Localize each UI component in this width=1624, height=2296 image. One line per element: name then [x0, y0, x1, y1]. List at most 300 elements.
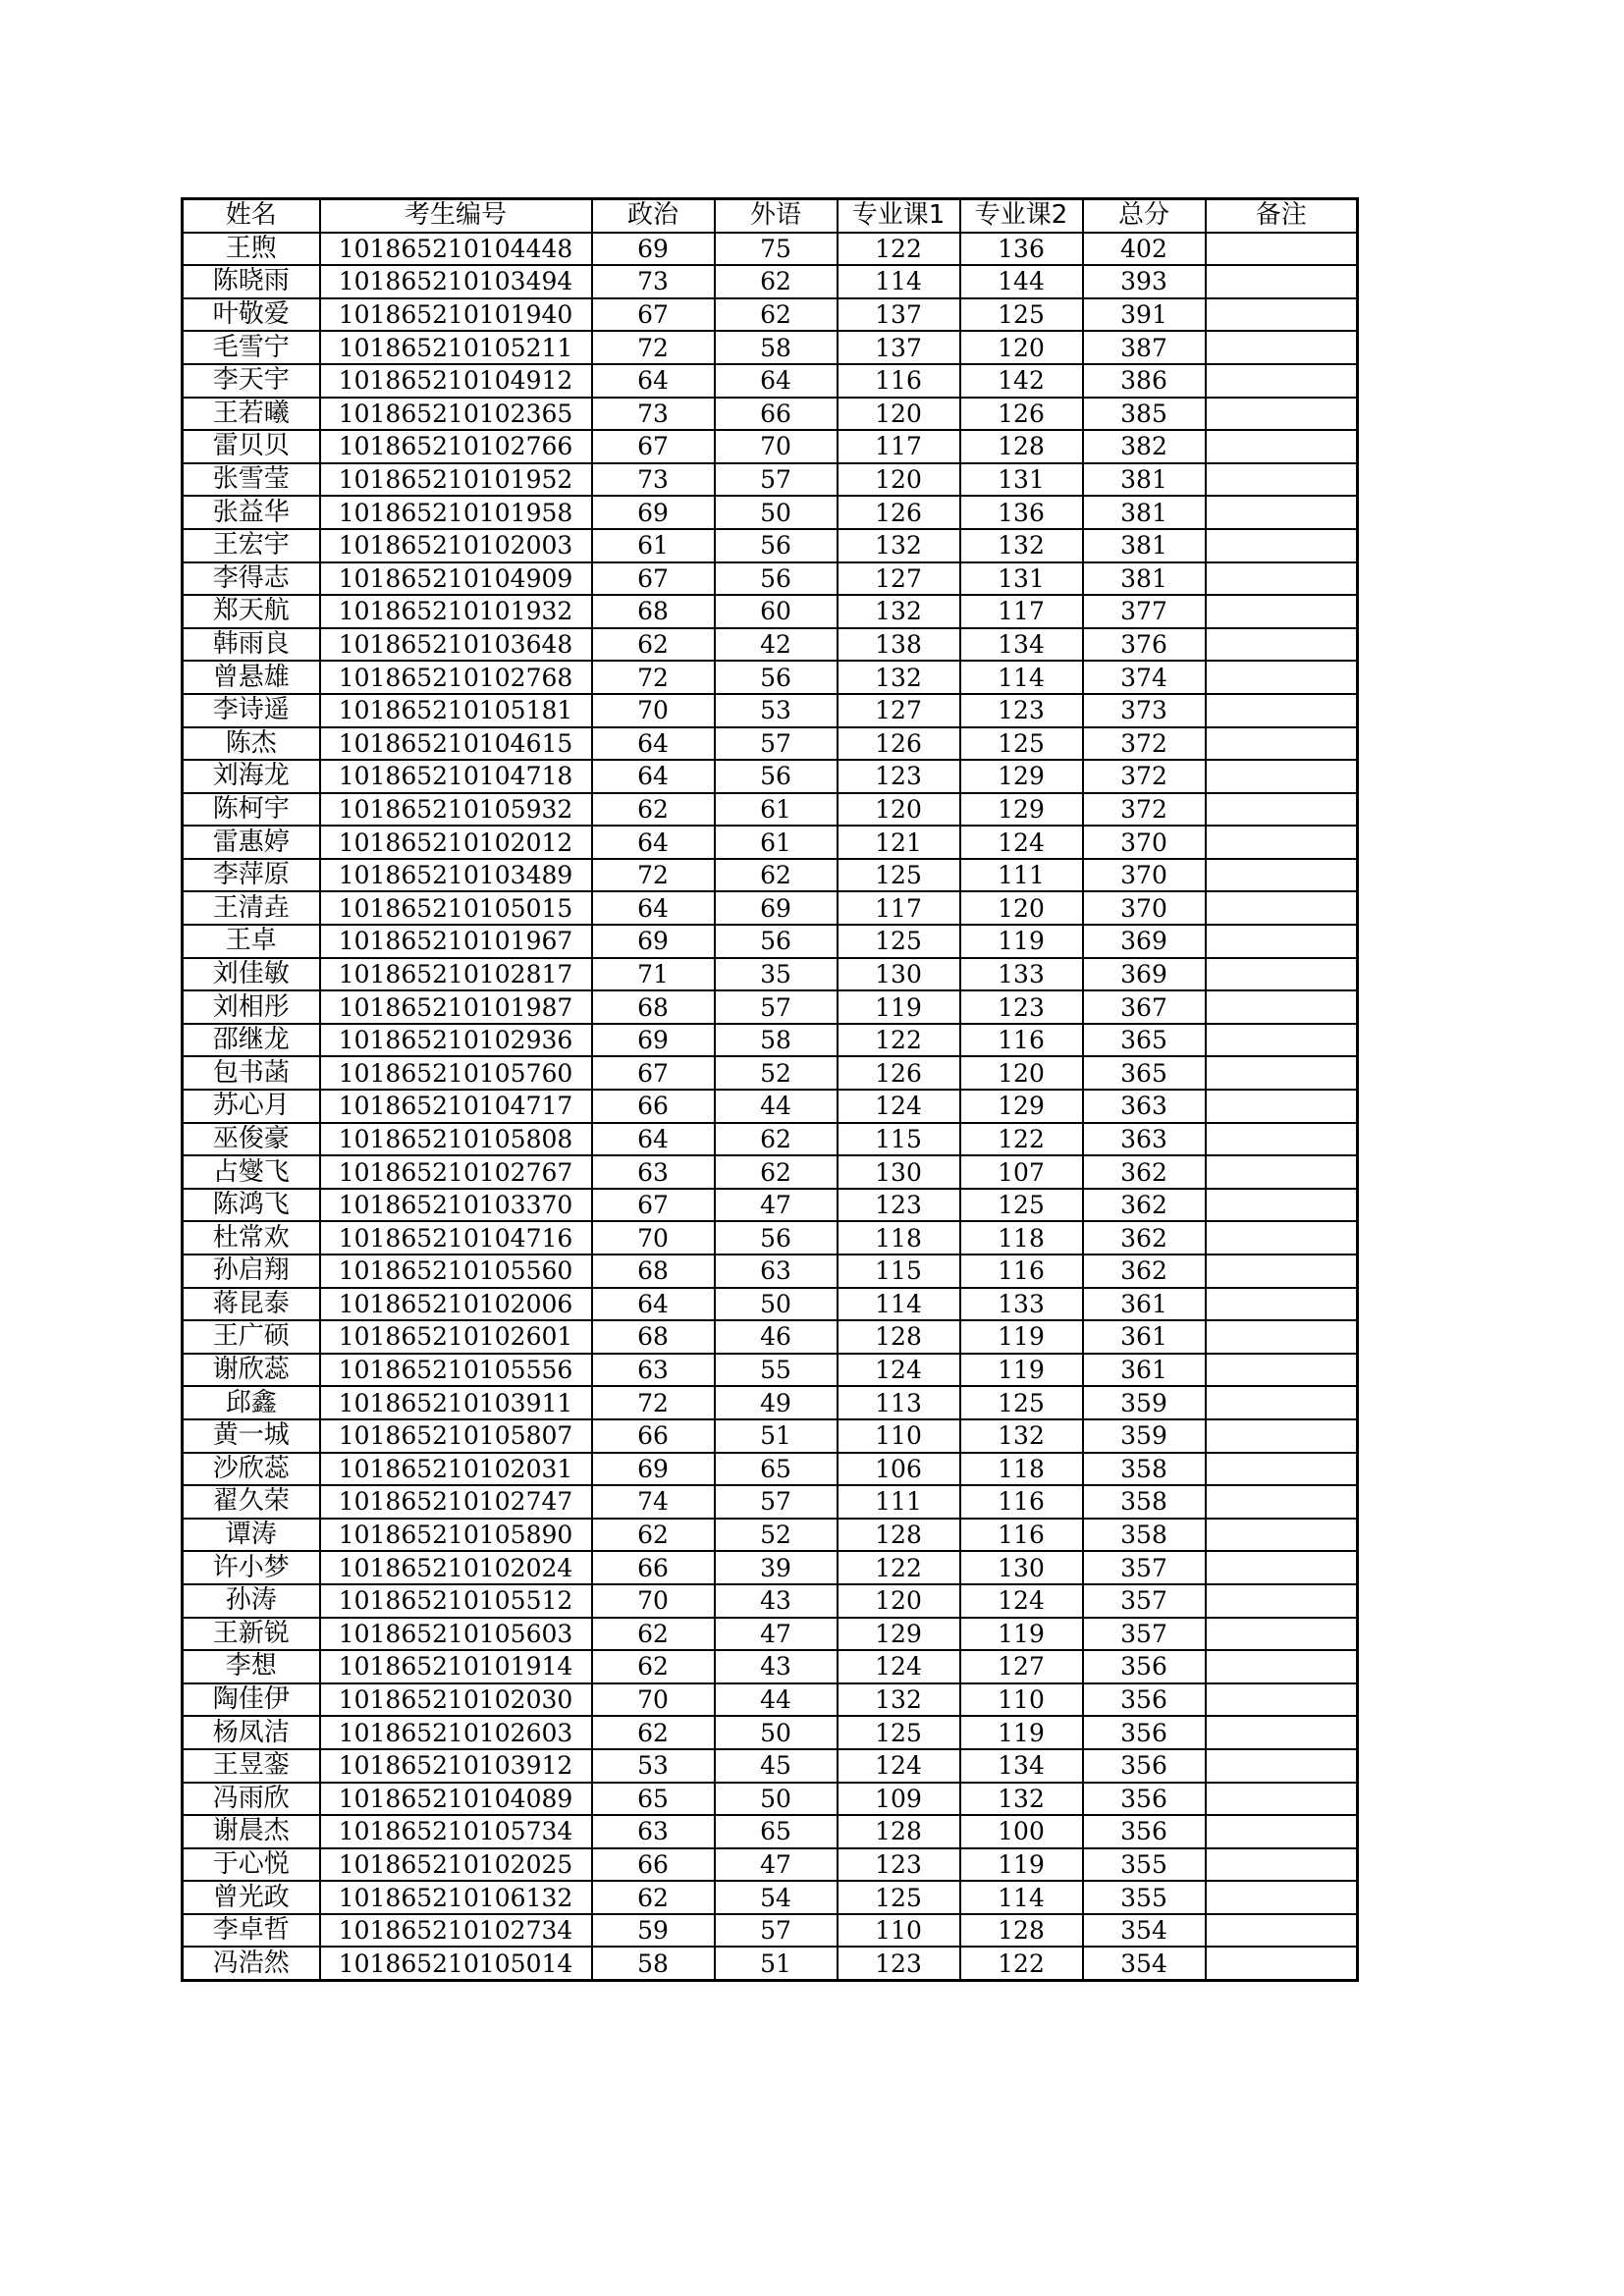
- remarks-cell: [1206, 529, 1358, 562]
- table-row: [183, 1584, 1358, 1618]
- remarks-cell: [1206, 595, 1358, 628]
- foreign-language-cell: 57: [715, 1485, 838, 1519]
- total-score-cell: 369: [1083, 958, 1206, 991]
- remarks-cell: [1206, 1848, 1358, 1882]
- name-cell: 王昱銮: [183, 1749, 320, 1783]
- exam-id-cell: 101865210105807: [320, 1419, 592, 1453]
- foreign-language-cell: 57: [715, 463, 838, 497]
- foreign-language-cell: 51: [715, 1419, 838, 1453]
- major-course-1-cell: 125: [838, 859, 960, 892]
- politics-cell: 64: [592, 760, 715, 793]
- header-remarks: 备注: [1206, 199, 1358, 233]
- foreign-language-cell: 53: [715, 694, 838, 727]
- name-cell: 张雪莹: [183, 463, 320, 497]
- politics-cell: 66: [592, 1551, 715, 1584]
- name-cell: 刘海龙: [183, 760, 320, 793]
- exam-id-cell: 101865210102003: [320, 529, 592, 562]
- exam-id-cell: 101865210102817: [320, 958, 592, 991]
- remarks-cell: [1206, 793, 1358, 827]
- politics-cell: 67: [592, 562, 715, 596]
- major-course-1-cell: 127: [838, 694, 960, 727]
- remarks-cell: [1206, 1650, 1358, 1683]
- header-politics: 政治: [592, 199, 715, 233]
- table-row: [183, 1618, 1358, 1651]
- major-course-2-cell: 134: [960, 1749, 1083, 1783]
- total-score-cell: 362: [1083, 1255, 1206, 1288]
- major-course-1-cell: 123: [838, 1947, 960, 1980]
- major-course-1-cell: 120: [838, 1584, 960, 1618]
- exam-id-cell: 101865210104716: [320, 1221, 592, 1255]
- politics-cell: 69: [592, 496, 715, 529]
- politics-cell: 69: [592, 1453, 715, 1486]
- major-course-2-cell: 132: [960, 529, 1083, 562]
- major-course-2-cell: 116: [960, 1255, 1083, 1288]
- table-row: [183, 826, 1358, 859]
- name-cell: 冯浩然: [183, 1947, 320, 1980]
- total-score-cell: 381: [1083, 463, 1206, 497]
- name-cell: 李天宇: [183, 364, 320, 398]
- exam-id-cell: 101865210103494: [320, 265, 592, 298]
- politics-cell: 69: [592, 1024, 715, 1057]
- total-score-cell: 367: [1083, 990, 1206, 1024]
- politics-cell: 70: [592, 1584, 715, 1618]
- total-score-cell: 361: [1083, 1354, 1206, 1387]
- foreign-language-cell: 56: [715, 1221, 838, 1255]
- table-row: [183, 1914, 1358, 1948]
- politics-cell: 69: [592, 233, 715, 266]
- exam-id-cell: 101865210103648: [320, 628, 592, 662]
- table-row: [183, 1155, 1358, 1189]
- table-row: [183, 1056, 1358, 1090]
- major-course-2-cell: 142: [960, 364, 1083, 398]
- major-course-2-cell: 116: [960, 1485, 1083, 1519]
- remarks-cell: [1206, 1288, 1358, 1321]
- major-course-2-cell: 124: [960, 826, 1083, 859]
- remarks-cell: [1206, 398, 1358, 431]
- major-course-1-cell: 126: [838, 1056, 960, 1090]
- politics-cell: 65: [592, 1783, 715, 1816]
- table-row: [183, 463, 1358, 497]
- major-course-2-cell: 120: [960, 1056, 1083, 1090]
- politics-cell: 67: [592, 298, 715, 332]
- foreign-language-cell: 42: [715, 628, 838, 662]
- remarks-cell: [1206, 1056, 1358, 1090]
- politics-cell: 69: [592, 925, 715, 958]
- table-row: [183, 1090, 1358, 1123]
- major-course-2-cell: 118: [960, 1221, 1083, 1255]
- table-row: [183, 1123, 1358, 1156]
- table-row: [183, 990, 1358, 1024]
- major-course-2-cell: 133: [960, 1288, 1083, 1321]
- total-score-cell: 372: [1083, 793, 1206, 827]
- name-cell: 杨凤洁: [183, 1716, 320, 1749]
- table-row: [183, 496, 1358, 529]
- major-course-1-cell: 110: [838, 1419, 960, 1453]
- major-course-2-cell: 136: [960, 233, 1083, 266]
- politics-cell: 62: [592, 1716, 715, 1749]
- politics-cell: 67: [592, 430, 715, 463]
- major-course-2-cell: 100: [960, 1815, 1083, 1848]
- politics-cell: 73: [592, 398, 715, 431]
- major-course-1-cell: 117: [838, 891, 960, 925]
- remarks-cell: [1206, 891, 1358, 925]
- foreign-language-cell: 56: [715, 760, 838, 793]
- foreign-language-cell: 43: [715, 1650, 838, 1683]
- foreign-language-cell: 62: [715, 1155, 838, 1189]
- foreign-language-cell: 55: [715, 1354, 838, 1387]
- header-total-score: 总分: [1083, 199, 1206, 233]
- remarks-cell: [1206, 430, 1358, 463]
- major-course-1-cell: 126: [838, 496, 960, 529]
- major-course-1-cell: 119: [838, 990, 960, 1024]
- table-row: [183, 298, 1358, 332]
- total-score-cell: 372: [1083, 727, 1206, 761]
- name-cell: 李萍原: [183, 859, 320, 892]
- politics-cell: 71: [592, 958, 715, 991]
- remarks-cell: [1206, 1419, 1358, 1453]
- foreign-language-cell: 47: [715, 1848, 838, 1882]
- major-course-1-cell: 120: [838, 463, 960, 497]
- name-cell: 陈鸿飞: [183, 1189, 320, 1222]
- table-row: [183, 233, 1358, 266]
- exam-id-cell: 101865210101987: [320, 990, 592, 1024]
- name-cell: 曾悬雄: [183, 661, 320, 694]
- remarks-cell: [1206, 496, 1358, 529]
- table-row: [183, 727, 1358, 761]
- major-course-1-cell: 125: [838, 1881, 960, 1914]
- major-course-1-cell: 118: [838, 1221, 960, 1255]
- major-course-2-cell: 119: [960, 1618, 1083, 1651]
- table-row: [183, 364, 1358, 398]
- total-score-cell: 370: [1083, 859, 1206, 892]
- table-row: [183, 1386, 1358, 1419]
- politics-cell: 64: [592, 891, 715, 925]
- name-cell: 邱鑫: [183, 1386, 320, 1419]
- header-major-course-2: 专业课2: [960, 199, 1083, 233]
- major-course-2-cell: 132: [960, 1783, 1083, 1816]
- exam-id-cell: 101865210102006: [320, 1288, 592, 1321]
- politics-cell: 70: [592, 1683, 715, 1717]
- total-score-cell: 374: [1083, 661, 1206, 694]
- exam-id-cell: 101865210104089: [320, 1783, 592, 1816]
- header-name: 姓名: [183, 199, 320, 233]
- exam-id-cell: 101865210102767: [320, 1155, 592, 1189]
- foreign-language-cell: 52: [715, 1056, 838, 1090]
- foreign-language-cell: 64: [715, 364, 838, 398]
- politics-cell: 62: [592, 628, 715, 662]
- foreign-language-cell: 57: [715, 1914, 838, 1948]
- remarks-cell: [1206, 364, 1358, 398]
- foreign-language-cell: 62: [715, 265, 838, 298]
- remarks-cell: [1206, 661, 1358, 694]
- exam-id-cell: 101865210104909: [320, 562, 592, 596]
- major-course-1-cell: 120: [838, 793, 960, 827]
- total-score-cell: 386: [1083, 364, 1206, 398]
- politics-cell: 72: [592, 331, 715, 364]
- foreign-language-cell: 44: [715, 1090, 838, 1123]
- table-row: [183, 1683, 1358, 1717]
- total-score-cell: 369: [1083, 925, 1206, 958]
- remarks-cell: [1206, 727, 1358, 761]
- total-score-cell: 381: [1083, 496, 1206, 529]
- exam-id-cell: 101865210105603: [320, 1618, 592, 1651]
- politics-cell: 64: [592, 364, 715, 398]
- exam-id-cell: 101865210105512: [320, 1584, 592, 1618]
- remarks-cell: [1206, 331, 1358, 364]
- name-cell: 毛雪宁: [183, 331, 320, 364]
- exam-id-cell: 101865210104717: [320, 1090, 592, 1123]
- exam-id-cell: 101865210102768: [320, 661, 592, 694]
- major-course-2-cell: 125: [960, 298, 1083, 332]
- remarks-cell: [1206, 1453, 1358, 1486]
- name-cell: 沙欣蕊: [183, 1453, 320, 1486]
- table-row: [183, 1320, 1358, 1354]
- remarks-cell: [1206, 1551, 1358, 1584]
- total-score-cell: 372: [1083, 760, 1206, 793]
- name-cell: 谭涛: [183, 1519, 320, 1552]
- remarks-cell: [1206, 1749, 1358, 1783]
- exam-id-cell: 101865210105808: [320, 1123, 592, 1156]
- name-cell: 孙启翔: [183, 1255, 320, 1288]
- name-cell: 谢晨杰: [183, 1815, 320, 1848]
- table-row: [183, 793, 1358, 827]
- remarks-cell: [1206, 1683, 1358, 1717]
- exam-id-cell: 101865210104912: [320, 364, 592, 398]
- major-course-1-cell: 123: [838, 760, 960, 793]
- table-row: [183, 1221, 1358, 1255]
- name-cell: 李诗遥: [183, 694, 320, 727]
- politics-cell: 68: [592, 990, 715, 1024]
- remarks-cell: [1206, 1024, 1358, 1057]
- remarks-cell: [1206, 990, 1358, 1024]
- remarks-cell: [1206, 1815, 1358, 1848]
- major-course-1-cell: 130: [838, 1155, 960, 1189]
- total-score-cell: 354: [1083, 1947, 1206, 1980]
- politics-cell: 62: [592, 1881, 715, 1914]
- name-cell: 杜常欢: [183, 1221, 320, 1255]
- exam-id-cell: 101865210105015: [320, 891, 592, 925]
- table-body: [183, 233, 1358, 1981]
- remarks-cell: [1206, 958, 1358, 991]
- remarks-cell: [1206, 1783, 1358, 1816]
- foreign-language-cell: 56: [715, 661, 838, 694]
- foreign-language-cell: 58: [715, 331, 838, 364]
- name-cell: 占燮飞: [183, 1155, 320, 1189]
- major-course-1-cell: 116: [838, 364, 960, 398]
- remarks-cell: [1206, 1519, 1358, 1552]
- header-exam-id: 考生编号: [320, 199, 592, 233]
- remarks-cell: [1206, 1914, 1358, 1948]
- name-cell: 王新锐: [183, 1618, 320, 1651]
- major-course-2-cell: 129: [960, 793, 1083, 827]
- total-score-cell: 356: [1083, 1749, 1206, 1783]
- remarks-cell: [1206, 826, 1358, 859]
- remarks-cell: [1206, 1090, 1358, 1123]
- foreign-language-cell: 46: [715, 1320, 838, 1354]
- foreign-language-cell: 70: [715, 430, 838, 463]
- exam-id-cell: 101865210106132: [320, 1881, 592, 1914]
- remarks-cell: [1206, 1155, 1358, 1189]
- exam-id-cell: 101865210102601: [320, 1320, 592, 1354]
- major-course-2-cell: 126: [960, 398, 1083, 431]
- major-course-2-cell: 119: [960, 1320, 1083, 1354]
- remarks-cell: [1206, 562, 1358, 596]
- major-course-1-cell: 130: [838, 958, 960, 991]
- major-course-1-cell: 106: [838, 1453, 960, 1486]
- total-score-cell: 361: [1083, 1288, 1206, 1321]
- table-row: [183, 1519, 1358, 1552]
- table-row: [183, 1783, 1358, 1816]
- major-course-2-cell: 123: [960, 694, 1083, 727]
- foreign-language-cell: 60: [715, 595, 838, 628]
- politics-cell: 72: [592, 859, 715, 892]
- politics-cell: 66: [592, 1090, 715, 1123]
- major-course-1-cell: 111: [838, 1485, 960, 1519]
- exam-id-cell: 101865210105014: [320, 1947, 592, 1980]
- major-course-1-cell: 129: [838, 1618, 960, 1651]
- major-course-2-cell: 128: [960, 430, 1083, 463]
- politics-cell: 53: [592, 1749, 715, 1783]
- table-row: [183, 891, 1358, 925]
- exam-id-cell: 101865210101914: [320, 1650, 592, 1683]
- exam-id-cell: 101865210105932: [320, 793, 592, 827]
- major-course-2-cell: 119: [960, 1354, 1083, 1387]
- politics-cell: 68: [592, 1320, 715, 1354]
- politics-cell: 63: [592, 1354, 715, 1387]
- table-row: [183, 1485, 1358, 1519]
- exam-id-cell: 101865210101940: [320, 298, 592, 332]
- name-cell: 王宏宇: [183, 529, 320, 562]
- major-course-2-cell: 124: [960, 1584, 1083, 1618]
- total-score-cell: 355: [1083, 1848, 1206, 1882]
- name-cell: 苏心月: [183, 1090, 320, 1123]
- major-course-1-cell: 128: [838, 1519, 960, 1552]
- table-row: [183, 760, 1358, 793]
- major-course-1-cell: 123: [838, 1848, 960, 1882]
- exam-id-cell: 101865210102031: [320, 1453, 592, 1486]
- major-course-2-cell: 129: [960, 760, 1083, 793]
- total-score-cell: 358: [1083, 1453, 1206, 1486]
- name-cell: 孙涛: [183, 1584, 320, 1618]
- major-course-1-cell: 124: [838, 1354, 960, 1387]
- major-course-2-cell: 122: [960, 1123, 1083, 1156]
- politics-cell: 66: [592, 1848, 715, 1882]
- table-row: [183, 562, 1358, 596]
- remarks-cell: [1206, 925, 1358, 958]
- foreign-language-cell: 50: [715, 1288, 838, 1321]
- name-cell: 韩雨良: [183, 628, 320, 662]
- politics-cell: 59: [592, 1914, 715, 1948]
- exam-id-cell: 101865210101958: [320, 496, 592, 529]
- foreign-language-cell: 50: [715, 1783, 838, 1816]
- total-score-cell: 356: [1083, 1683, 1206, 1717]
- foreign-language-cell: 62: [715, 298, 838, 332]
- name-cell: 张益华: [183, 496, 320, 529]
- politics-cell: 72: [592, 661, 715, 694]
- name-cell: 邵继龙: [183, 1024, 320, 1057]
- major-course-1-cell: 123: [838, 1189, 960, 1222]
- foreign-language-cell: 43: [715, 1584, 838, 1618]
- total-score-cell: 376: [1083, 628, 1206, 662]
- score-table: [181, 197, 1359, 1982]
- name-cell: 陈晓雨: [183, 265, 320, 298]
- total-score-cell: 358: [1083, 1519, 1206, 1552]
- politics-cell: 67: [592, 1056, 715, 1090]
- politics-cell: 63: [592, 1155, 715, 1189]
- major-course-1-cell: 137: [838, 331, 960, 364]
- major-course-1-cell: 117: [838, 430, 960, 463]
- remarks-cell: [1206, 233, 1358, 266]
- major-course-1-cell: 127: [838, 562, 960, 596]
- name-cell: 李卓哲: [183, 1914, 320, 1948]
- total-score-cell: 356: [1083, 1815, 1206, 1848]
- politics-cell: 58: [592, 1947, 715, 1980]
- table-row: [183, 1354, 1358, 1387]
- exam-id-cell: 101865210105556: [320, 1354, 592, 1387]
- major-course-2-cell: 125: [960, 1189, 1083, 1222]
- major-course-1-cell: 132: [838, 595, 960, 628]
- politics-cell: 73: [592, 463, 715, 497]
- foreign-language-cell: 63: [715, 1255, 838, 1288]
- major-course-2-cell: 129: [960, 1090, 1083, 1123]
- major-course-1-cell: 132: [838, 529, 960, 562]
- table-row: [183, 1815, 1358, 1848]
- header-row: [183, 199, 1358, 233]
- politics-cell: 74: [592, 1485, 715, 1519]
- total-score-cell: 357: [1083, 1551, 1206, 1584]
- major-course-1-cell: 114: [838, 1288, 960, 1321]
- major-course-2-cell: 134: [960, 628, 1083, 662]
- table-row: [183, 1749, 1358, 1783]
- exam-id-cell: 101865210102030: [320, 1683, 592, 1717]
- major-course-2-cell: 119: [960, 925, 1083, 958]
- name-cell: 翟久荣: [183, 1485, 320, 1519]
- table-row: [183, 1189, 1358, 1222]
- politics-cell: 68: [592, 595, 715, 628]
- major-course-2-cell: 127: [960, 1650, 1083, 1683]
- name-cell: 许小梦: [183, 1551, 320, 1584]
- table-row: [183, 1453, 1358, 1486]
- name-cell: 李想: [183, 1650, 320, 1683]
- name-cell: 曾光政: [183, 1881, 320, 1914]
- politics-cell: 70: [592, 1221, 715, 1255]
- major-course-1-cell: 120: [838, 398, 960, 431]
- politics-cell: 64: [592, 727, 715, 761]
- name-cell: 叶敬爱: [183, 298, 320, 332]
- politics-cell: 66: [592, 1419, 715, 1453]
- table-row: [183, 1650, 1358, 1683]
- name-cell: 黄一城: [183, 1419, 320, 1453]
- name-cell: 李得志: [183, 562, 320, 596]
- name-cell: 巫俊豪: [183, 1123, 320, 1156]
- exam-id-cell: 101865210103370: [320, 1189, 592, 1222]
- name-cell: 陶佳伊: [183, 1683, 320, 1717]
- foreign-language-cell: 56: [715, 562, 838, 596]
- politics-cell: 62: [592, 1519, 715, 1552]
- total-score-cell: 381: [1083, 562, 1206, 596]
- major-course-1-cell: 125: [838, 925, 960, 958]
- politics-cell: 61: [592, 529, 715, 562]
- foreign-language-cell: 61: [715, 826, 838, 859]
- exam-id-cell: 101865210105560: [320, 1255, 592, 1288]
- foreign-language-cell: 45: [715, 1749, 838, 1783]
- exam-id-cell: 101865210103489: [320, 859, 592, 892]
- major-course-2-cell: 119: [960, 1716, 1083, 1749]
- politics-cell: 73: [592, 265, 715, 298]
- name-cell: 王清垚: [183, 891, 320, 925]
- exam-id-cell: 101865210103911: [320, 1386, 592, 1419]
- exam-id-cell: 101865210102734: [320, 1914, 592, 1948]
